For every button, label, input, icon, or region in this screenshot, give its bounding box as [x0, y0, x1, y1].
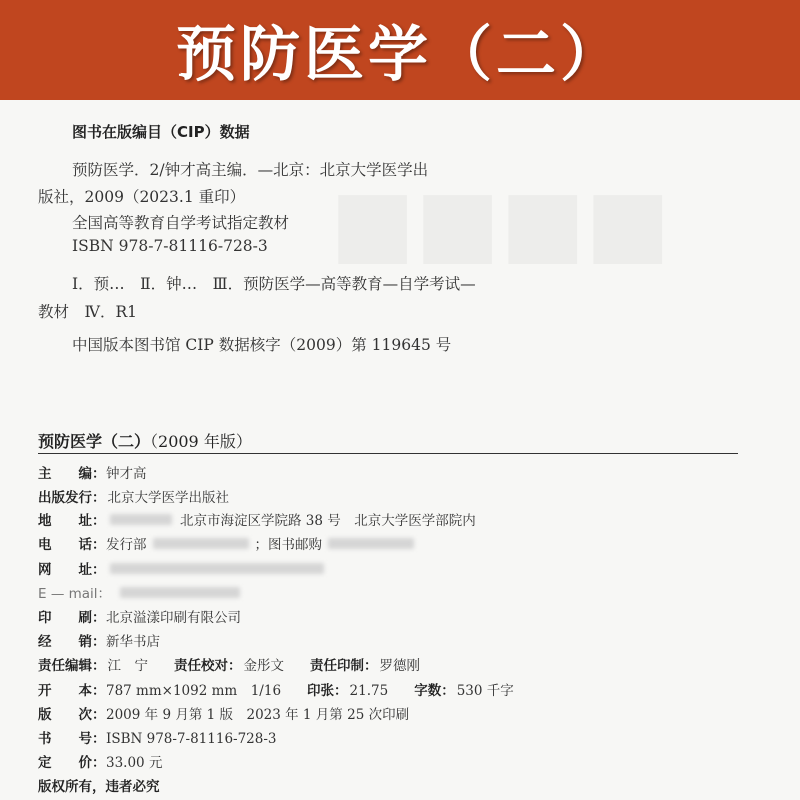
info-value: 787 mm×1092 mm 1/16 [106, 683, 282, 699]
redacted-text [328, 538, 414, 549]
edition-year: （2009 年版） [150, 432, 252, 451]
info-value: ISBN 978-7-81116-728-3 [106, 731, 277, 747]
info-value: 33.00 元 [106, 755, 163, 771]
info-value: 北京溢漾印刷有限公司 [106, 610, 241, 626]
info-value: 21.75 [349, 683, 389, 699]
info-row-staff [38, 654, 420, 674]
info-label: 字数： [414, 683, 455, 699]
info-value: 新华书店 [106, 634, 160, 650]
redacted-text [110, 514, 172, 525]
info-label: 印 刷： [38, 610, 106, 626]
info-value: 金彤文 [243, 658, 284, 674]
info-row-publisher [38, 486, 229, 506]
info-row-website [38, 558, 330, 578]
info-label: 出版发行： [38, 490, 106, 506]
info-value: 罗德刚 [379, 658, 420, 674]
info-label: 主 编： [38, 466, 106, 482]
info-label: 版 次： [38, 707, 106, 723]
background-watermark: ■■■■ [330, 170, 671, 275]
divider-line [38, 453, 738, 454]
info-value: 2009 年 9 月第 1 版 2023 年 1 月第 25 次印刷 [106, 707, 410, 723]
cip-line: 预防医学．2/钟才高主编．—北京：北京大学医学出 [72, 161, 429, 179]
info-label: 责任校对： [174, 658, 242, 674]
cip-line: 中国版本图书馆 CIP 数据核字（2009）第 119645 号 [72, 336, 452, 354]
banner-title: 预防医学（二） [176, 20, 624, 90]
redacted-text [153, 538, 249, 549]
info-row-email [38, 582, 246, 602]
cip-line: 教材 Ⅳ．R1 [38, 303, 138, 321]
info-row-format [38, 679, 514, 699]
info-label: 电 话： [38, 537, 106, 553]
cip-line: Ⅰ．预… Ⅱ．钟… Ⅲ．预防医学—高等教育—自学考试— [72, 275, 476, 293]
info-row-isbn [38, 727, 277, 747]
info-label: 开 本： [38, 683, 106, 699]
info-label: 网 址： [38, 562, 106, 578]
copyright-text: 版权所有，违者必究 [38, 779, 160, 795]
cip-line: 全国高等教育自学考试指定教材 [72, 214, 290, 232]
info-value: ；图书邮购 [254, 537, 322, 553]
redacted-text [120, 587, 240, 598]
info-label: 责任印制： [310, 658, 378, 674]
info-value: 北京市海淀区学院路 38 号 北京大学医学部院内 [180, 513, 476, 529]
info-label: 地 址： [38, 513, 106, 529]
copyright-notice [38, 775, 160, 795]
info-label: 定 价： [38, 755, 106, 771]
info-row-printer [38, 606, 241, 626]
edition-title-main: 预防医学（二） [38, 432, 151, 451]
info-row-price [38, 751, 162, 771]
cip-line: ISBN 978-7-81116-728-3 [72, 237, 268, 255]
redacted-text [110, 563, 324, 574]
edition-title [38, 429, 252, 452]
title-banner [0, 0, 800, 100]
info-label: 印张： [307, 683, 348, 699]
info-label: 书 号： [38, 731, 106, 747]
info-row-distributor [38, 630, 160, 650]
info-value: 发行部 [106, 537, 147, 553]
info-row-edition [38, 703, 409, 723]
info-label: 责任编辑： [38, 658, 106, 674]
info-value: 北京大学医学出版社 [107, 490, 229, 506]
info-value: 钟才高 [106, 466, 147, 482]
cip-line: 版社，2009（2023.1 重印） [38, 188, 246, 206]
info-row-phone [38, 533, 420, 553]
info-row-editor [38, 462, 147, 482]
info-value: 江 宁 [107, 658, 148, 674]
cip-heading: 图书在版编目（CIP）数据 [72, 123, 250, 141]
info-value: 530 千字 [456, 683, 514, 699]
info-label: 经 销： [38, 634, 106, 650]
info-row-address [38, 509, 476, 529]
info-label: E — mail： [38, 586, 112, 602]
